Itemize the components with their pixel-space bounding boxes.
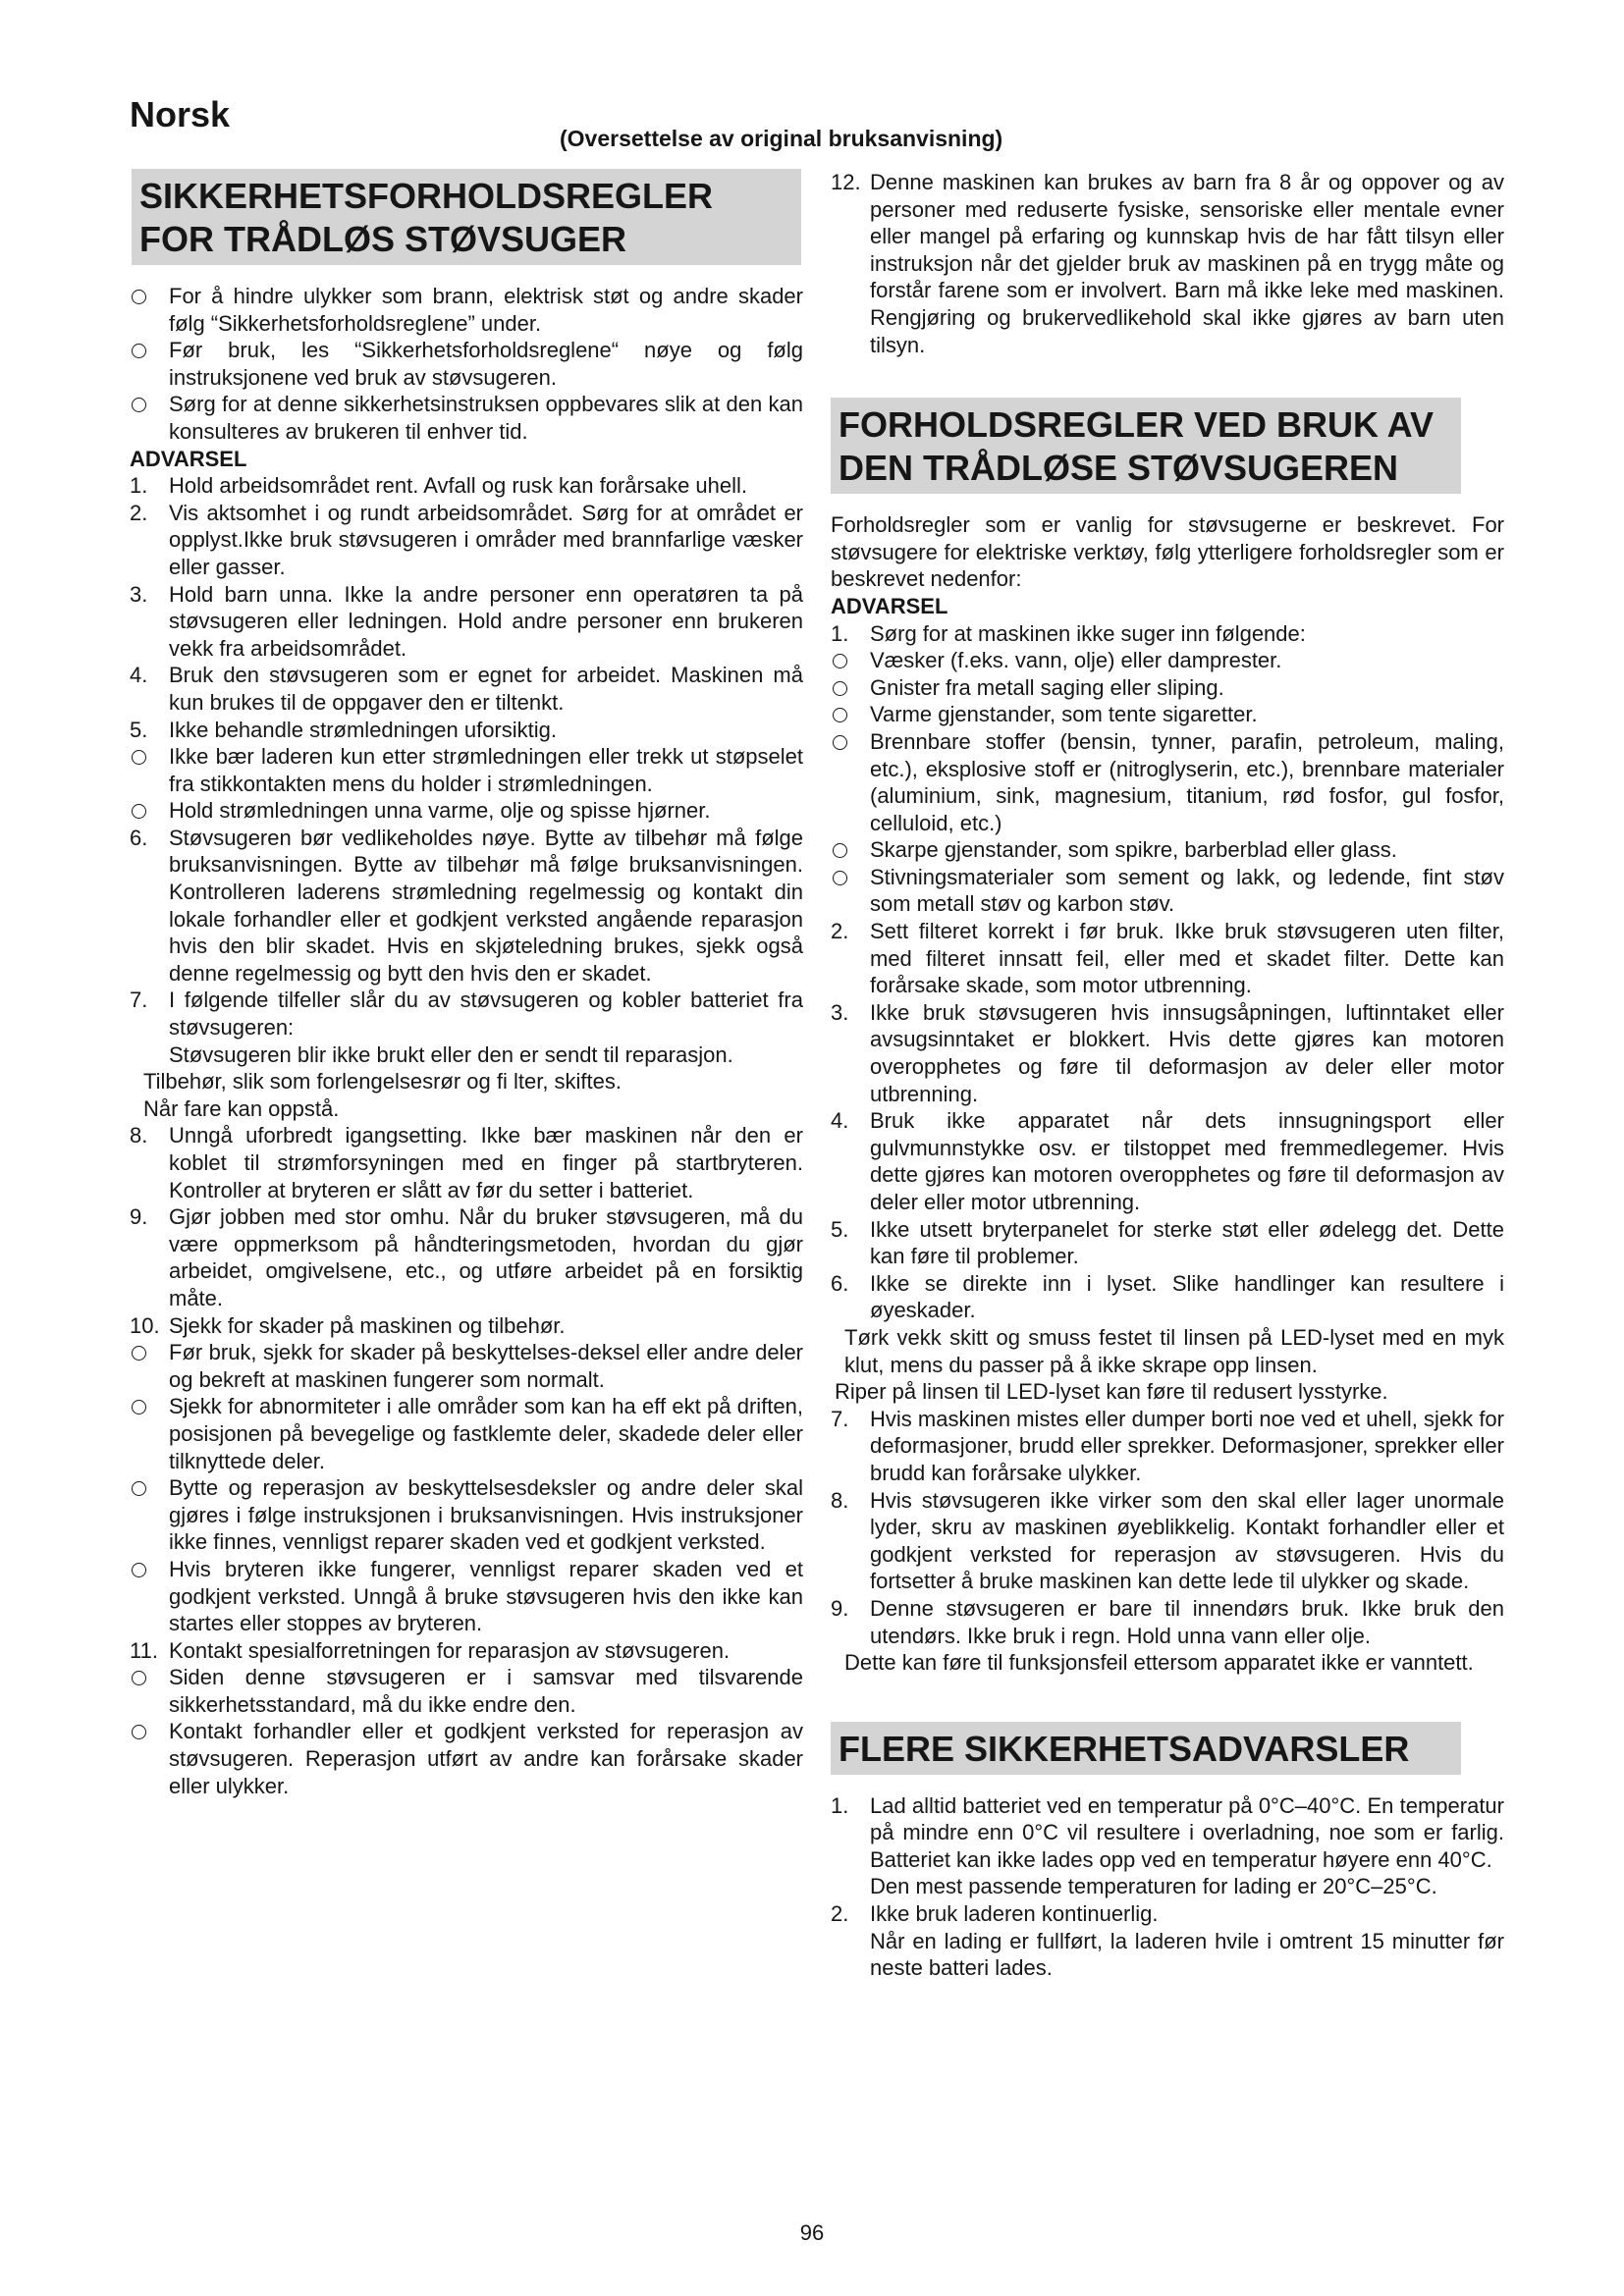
list-item: Stivningsmaterialer som sement og lakk, og ledende, fint støv som metall støv og karbon støv. (831, 864, 1504, 918)
list-item: 9. Gjør jobben med stor omhu. Når du bruker støvsugeren, må du være oppmerksom på håndteringsmetoden, hvordan du gjør arbeidet, omgivelsene, etc., og utføre arbeidet på en forsiktig måte. (130, 1204, 803, 1310)
circle-bullet-icon (132, 290, 146, 304)
circle-bullet-icon (833, 708, 847, 722)
list-item-continuation: Riper på linsen til LED-lyset kan føre til redusert lysstyrke. (835, 1379, 1388, 1405)
list-item: Væsker (f.eks. vann, olje) eller damprester. (831, 647, 1504, 674)
intro-item: Sørg for at denne sikkerhetsinstruksen oppbevares slik at den kan konsulteres av brukeren til enhver tid. (130, 391, 803, 445)
warning-label: ADVARSEL (130, 446, 247, 471)
right-column (831, 169, 1504, 1982)
circle-bullet-icon (132, 1671, 146, 1685)
intro-list (130, 283, 803, 446)
section-intro: Forholdsregler som er vanlig for støvsugerne er beskrevet. For støvsugere for elektriske verktøy, følg ytterligere forholdsregler som er beskrevet nedenfor: (831, 512, 1504, 592)
list-item-continuation: Dette kan føre til funksjonsfeil ettersom apparatet ikke er vanntett. (844, 1650, 1474, 1676)
list-item: 6. Ikke se direkte inn i lyset. Slike handlinger kan resultere i øyeskader. (831, 1270, 1504, 1323)
circle-bullet-icon (132, 344, 146, 358)
circle-bullet-icon (833, 871, 847, 885)
circle-bullet-icon (132, 398, 146, 412)
list-item: 5. Ikke utsett bryterpanelet for sterke støt eller ødelegg det. Dette kan føre til problemer. (831, 1216, 1504, 1269)
list-item: 3. Hold barn unna. Ikke la andre personer enn operatøren ta på støvsugeren eller ledningen. Hold andre personer enn brukeren vekk fra arbeidsområdet. (130, 581, 803, 661)
circle-bullet-icon (833, 654, 847, 668)
page-number: 96 (799, 2220, 825, 2245)
left-column (130, 169, 803, 1799)
list-item: Hvis bryteren ikke fungerer, vennligst reparer skaden ved et godkjent verksted. Unngå å bruke støvsugeren hvis den ikke kan startes eller stoppes av bryteren. (130, 1556, 803, 1637)
list-item: 2. Sett filteret korrekt i før bruk. Ikke bruk støvsugeren uten filter, med filteret innsatt feil, eller med et skadet filter. Dette kan forårsake skade, som motor utbrenning. (831, 919, 1504, 998)
list-item: 10. Sjekk for skader på maskinen og tilbehør. (130, 1312, 566, 1338)
list-item: 8. Unngå uforbredt igangsetting. Ikke bær maskinen når den er koblet til strømforsyningen med en finger på startbryteren. Kontroller at bryteren er slått av før du setter i batteriet. (130, 1123, 803, 1202)
intro-item: For å hindre ulykker som brann, elektrisk støt og andre skader følg “Sikkerhetsforholdsreglene” under. (130, 283, 803, 337)
list-item-continuation: Støvsugeren blir ikke brukt eller den er sendt til reparasjon. (169, 1041, 733, 1067)
list-item: 11. Kontakt spesialforretningen for reparasjon av støvsugeren. (130, 1637, 731, 1663)
list-item: 2. Ikke bruk laderen kontinuerlig. (831, 1901, 1159, 1927)
circle-bullet-icon (132, 1481, 146, 1496)
circle-bullet-icon (132, 1725, 146, 1739)
more-warnings-list (831, 1792, 1504, 1982)
list-item: Før bruk, sjekk for skader på beskyttelses-deksel eller andre deler og bekreft at maskinen fungerer som normalt. (130, 1339, 803, 1393)
list-item: 12. Denne maskinen kan brukes av barn fra 8 år og oppover og av personer med reduserte fysiske, sensoriske eller mentale evner eller mangel på erfaring og kunnskap hvis de har fått tilsyn eller instruksjon når det gjelder bruk av maskinen på en trygg måte og forstår farene som er involvert. Barn må ikke leke med maskinen. Rengjøring og brukervedlikehold skal ikke gjøres av barn uten tilsyn. (831, 170, 1504, 357)
list-item: Ikke bær laderen kun etter strømledningen eller trekk ut støpselet fra stikkontakten mens du holder i strømledningen. (130, 743, 803, 797)
list-item-continuation: Når fare kan oppstå. (143, 1095, 340, 1121)
list-item-continuation: Når en lading er fullført, la laderen hvile i omtrent 15 minutter før neste batteri lades. (870, 1928, 1504, 1981)
list-item: Kontakt forhandler eller et godkjent verksted for reperasjon av støvsugeren. Reperasjon utført av andre kan forårsake skader eller ulykker. (130, 1718, 803, 1799)
list-item-continuation: Tilbehør, slik som forlengelsesrør og fi lter, skiftes. (143, 1069, 622, 1095)
list-item: 6. Støvsugeren bør vedlikeholdes nøye. Bytte av tilbehør må følge bruksanvisningen. Bytte av tilbehør må følge bruksanvisningen. Kontrolleren laderens strømledning regelmessig og kontakt din lokale forhandler eller et godkjent verksted angående reparasjon hvis den blir skadet. Hvis en skjøteledning brukes, sjekk også denne regelmessig og bytt den hvis den er skadet. (130, 825, 803, 986)
list-item: Sjekk for abnormiteter i alle områder som kan ha eff ekt på driften, posisjonen på bevegelige og fastklemte deler, skadede deler eller tilknyttede deler. (130, 1393, 803, 1474)
list-item: Siden denne støvsugeren er i samsvar med tilsvarende sikkerhetsstandard, må du ikke endre den. (130, 1664, 803, 1718)
warning-list (130, 472, 803, 1799)
circle-bullet-icon (833, 843, 847, 858)
intro-item: Før bruk, les “Sikkerhetsforholdsreglene“ nøye og følg instruksjonene ved bruk av støvsugeren. (130, 337, 803, 391)
circle-bullet-icon (132, 1346, 146, 1361)
list-item: 2. Vis aktsomhet i og rundt arbeidsområdet. Sørg for at området er opplyst.Ikke bruk støvsugeren i områder med brannfarlige væsker eller gasser. (130, 500, 803, 579)
warning-label: ADVARSEL (831, 593, 948, 618)
list-item: Hold strømledningen unna varme, olje og spisse hjørner. (130, 797, 803, 825)
list-item: 4. Bruk den støvsugeren som er egnet for arbeidet. Maskinen må kun brukes til de oppgaver den er tiltenkt. (130, 663, 803, 715)
circle-bullet-icon (132, 1400, 146, 1415)
list-item: 5. Ikke behandle strømledningen uforsiktig. (130, 717, 557, 742)
circle-bullet-icon (132, 804, 146, 819)
circle-bullet-icon (833, 735, 847, 750)
list-item: Varme gjenstander, som tente sigaretter. (831, 701, 1504, 728)
list-item: Bytte og reperasjon av beskyttelsesdeksler og andre deler skal gjøres i følge instruksjonen i bruksanvisningen. Hvis instruksjoner ikke finnes, vennligst reparer skaden ved et godkjent verksted. (130, 1474, 803, 1556)
circle-bullet-icon (833, 681, 847, 696)
list-item: Brennbare stoffer (bensin, tynner, parafin, petroleum, maling, etc.), eksplosive stoff er (nitroglyserin, etc.), brennbare materialer (aluminium, sink, magnesium, titanium, rød fosfor, gul fosfor, celluloid, etc.) (831, 728, 1504, 836)
list-item: Gnister fra metall saging eller sliping. (831, 674, 1504, 702)
list-item: 1. Lad alltid batteriet ved en temperatur på 0°C–40°C. En temperatur på mindre enn 0°C vil resultere i overladning, noe som er farlig. Batteriet kan ikke lades opp ved en temperatur høyere enn 40°C. (831, 1792, 1504, 1872)
circle-bullet-icon (132, 1563, 146, 1577)
list-item: 7. Hvis maskinen mistes eller dumper borti noe ved et uhell, sjekk for deformasjoner, brudd eller sprekker. Deformasjoner, sprekker eller brudd kan forårsake ulykker. (831, 1406, 1504, 1485)
list-item-continuation: Tørk vekk skitt og smuss festet til linsen på LED-lyset med en myk klut, mens du passer på å ikke skrape opp linsen. (844, 1324, 1504, 1377)
list-item: 1. Sørg for at maskinen ikke suger inn følgende: (831, 620, 1306, 646)
spacer (831, 358, 1504, 398)
section-heading-safety-rules: SIKKERHETSFORHOLDSREGLER FOR TRÅDLØS STØVSUGER (132, 169, 801, 265)
section-heading-more-warnings: FLERE SIKKERHETSADVARSLER (831, 1722, 1461, 1775)
spacer (831, 1677, 1504, 1722)
list-item: 3. Ikke bruk støvsugeren hvis innsugsåpningen, luftinntaket eller avsugsinntaket er blokkert. Hvis dette gjøres kan motoren overopphetes og føre til deformasjon av deler eller motor utbrenning. (831, 999, 1504, 1106)
language-label: Norsk (130, 94, 231, 134)
list-item-continuation: Den mest passende temperaturen for lading er 20°C–25°C. (870, 1874, 1437, 1899)
circle-bullet-icon (132, 750, 146, 765)
document-subtitle: (Oversettelse av original bruksanvisning) (560, 126, 1003, 151)
list-item: 7. I følgende tilfeller slår du av støvsugeren og kobler batteriet fra støvsugeren: (130, 988, 803, 1041)
list-item: Skarpe gjenstander, som spikre, barberblad eller glass. (831, 836, 1504, 864)
list-item: 4. Bruk ikke apparatet når dets innsugningsport eller gulvmunnstykke osv. er tilstoppet med fremmedlegemer. Hvis dette gjøres kan motoren overopphetes og føre til deformasjon av deler eller motor utbrenning. (831, 1108, 1504, 1214)
warning-list (831, 620, 1504, 1677)
list-item: 1. Hold arbeidsområdet rent. Avfall og rusk kan forårsake uhell. (130, 473, 748, 499)
list-item: 8. Hvis støvsugeren ikke virker som den skal eller lager unormale lyder, skru av maskinen øyeblikkelig. Kontakt forhandler eller et godkjent verksted for reperasjon av støvsugeren. Hvis du fortsetter å bruke maskinen kan dette lede til ulykker og skade. (831, 1487, 1504, 1594)
section-heading-usage-precautions: FORHOLDSREGLER VED BRUK AV DEN TRÅDLØSE STØVSUGEREN (831, 398, 1461, 494)
list-item: 9. Denne støvsugeren er bare til innendørs bruk. Ikke bruk den utendørs. Ikke bruk i regn. Hold unna vann eller olje. (831, 1595, 1504, 1648)
